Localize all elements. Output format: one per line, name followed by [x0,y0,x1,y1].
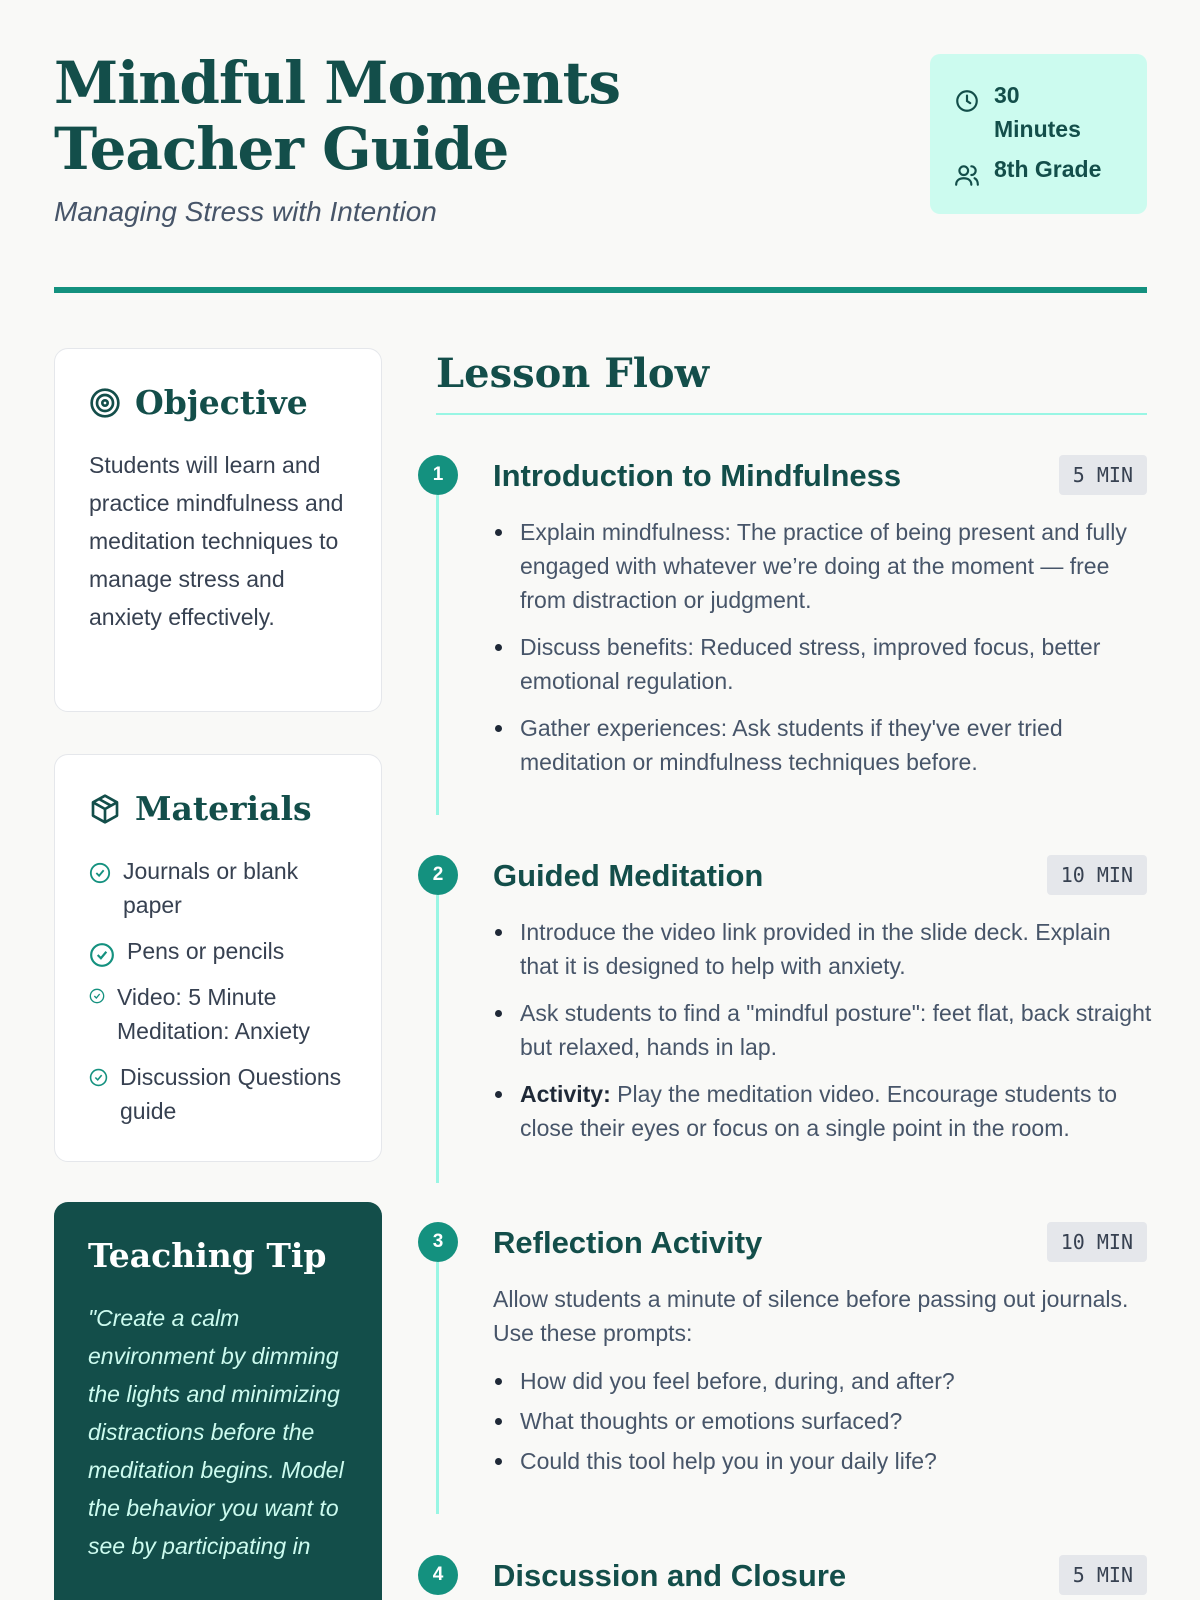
material-label: Discussion Questions guide [120,1064,342,1124]
list-item [89,980,347,1048]
target-icon [89,387,121,419]
step-body [493,1282,1153,1484]
bullet-list [493,915,1153,1145]
check-circle-icon [89,942,115,968]
list-item: Introduce the video link provided in the slide deck. Explain that it is designed to help with anxiety. [493,915,1153,983]
material-label: Video: 5 Minute Meditation: Anxiety [117,984,311,1044]
duration-row [954,78,1123,146]
materials-card [54,754,382,1162]
objective-card [54,348,382,712]
activity-text: Play the meditation video. Encourage students to close their eyes or focus on a single point in the room. [520,1081,1118,1141]
step-title: Introduction to Mindfulness [493,458,902,493]
list-item [89,934,347,968]
list-item: Explain mindfulness: The practice of being present and fully engaged with whatever we’re doing at the moment — free from distraction or judgment. [493,515,1153,617]
step-body [493,515,1153,792]
list-item: How did you feel before, during, and after? [493,1364,1153,1398]
step-duration: 10 MIN [1047,855,1147,895]
list-item: Ask students to find a "mindful posture": feet flat, back straight but relaxed, hands in lap. [493,996,1153,1064]
step-title: Discussion and Closure [493,1558,847,1593]
lesson-step [418,455,1147,815]
lesson-flow-rule [436,413,1147,415]
grade-text: 8th Grade [994,156,1102,182]
list-item [493,1077,1153,1145]
list-item: Gather experiences: Ask students if they've ever tried meditation or mindfulness techniques before. [493,711,1153,779]
materials-title: Materials [135,789,312,828]
step-intro: Allow students a minute of silence before passing out journals. Use these prompts: [493,1286,1129,1346]
tip-text: "Create a calm environment by dimming the lights and minimizing distractions before the meditation begins. Model the behavior you want to see by participating in [88,1305,344,1559]
lesson-meta [930,54,1147,214]
materials-list [89,854,347,1128]
lesson-flow-title: Lesson Flow [436,350,710,397]
duration-text: 30 Minutes [994,82,1081,142]
timeline-line [436,1262,439,1514]
activity-label: Activity: [520,1081,611,1107]
tip-title: Teaching Tip [88,1236,327,1275]
list-item [89,1060,347,1128]
list-item: Could this tool help you in your daily life? [493,1444,1153,1478]
bullet-list [493,1364,1153,1478]
materials-heading [89,789,347,828]
users-icon [954,162,980,188]
step-duration: 5 MIN [1059,455,1147,495]
list-item: Discuss benefits: Reduced stress, improved focus, better emotional regulation. [493,630,1153,698]
package-icon [89,793,121,825]
clock-icon [954,88,980,114]
check-circle-icon [89,862,111,884]
objective-heading [89,383,347,422]
teaching-tip-card [54,1202,382,1600]
objective-text: Students will learn and practice mindfulness and meditation techniques to manage stress and anxiety effectively. [89,452,344,630]
lesson-step [418,1555,1147,1600]
step-duration: 5 MIN [1059,1555,1147,1595]
header-divider [54,287,1147,293]
check-circle-icon [89,988,105,1004]
step-duration: 10 MIN [1047,1222,1147,1262]
list-item: What thoughts or emotions surfaced? [493,1404,1153,1438]
step-number: 1 [418,455,458,495]
list-item [89,854,347,922]
step-title: Reflection Activity [493,1225,763,1260]
timeline-line [436,895,439,1183]
step-number: 4 [418,1555,458,1595]
lesson-step [418,1222,1147,1514]
step-body [493,915,1153,1158]
check-circle-icon [89,1068,108,1087]
lesson-step [418,855,1152,1183]
timeline-line [436,495,439,815]
material-label: Journals or blank paper [123,858,299,918]
page-title: Mindful Moments Teacher Guide [54,49,621,183]
step-number: 3 [418,1222,458,1262]
page-subtitle: Managing Stress with Intention [54,196,437,227]
step-title: Guided Meditation [493,858,764,893]
step-number: 2 [418,855,458,895]
objective-title: Objective [135,383,308,422]
bullet-list [493,515,1153,779]
material-label: Pens or pencils [127,938,285,964]
grade-row [954,152,1123,188]
